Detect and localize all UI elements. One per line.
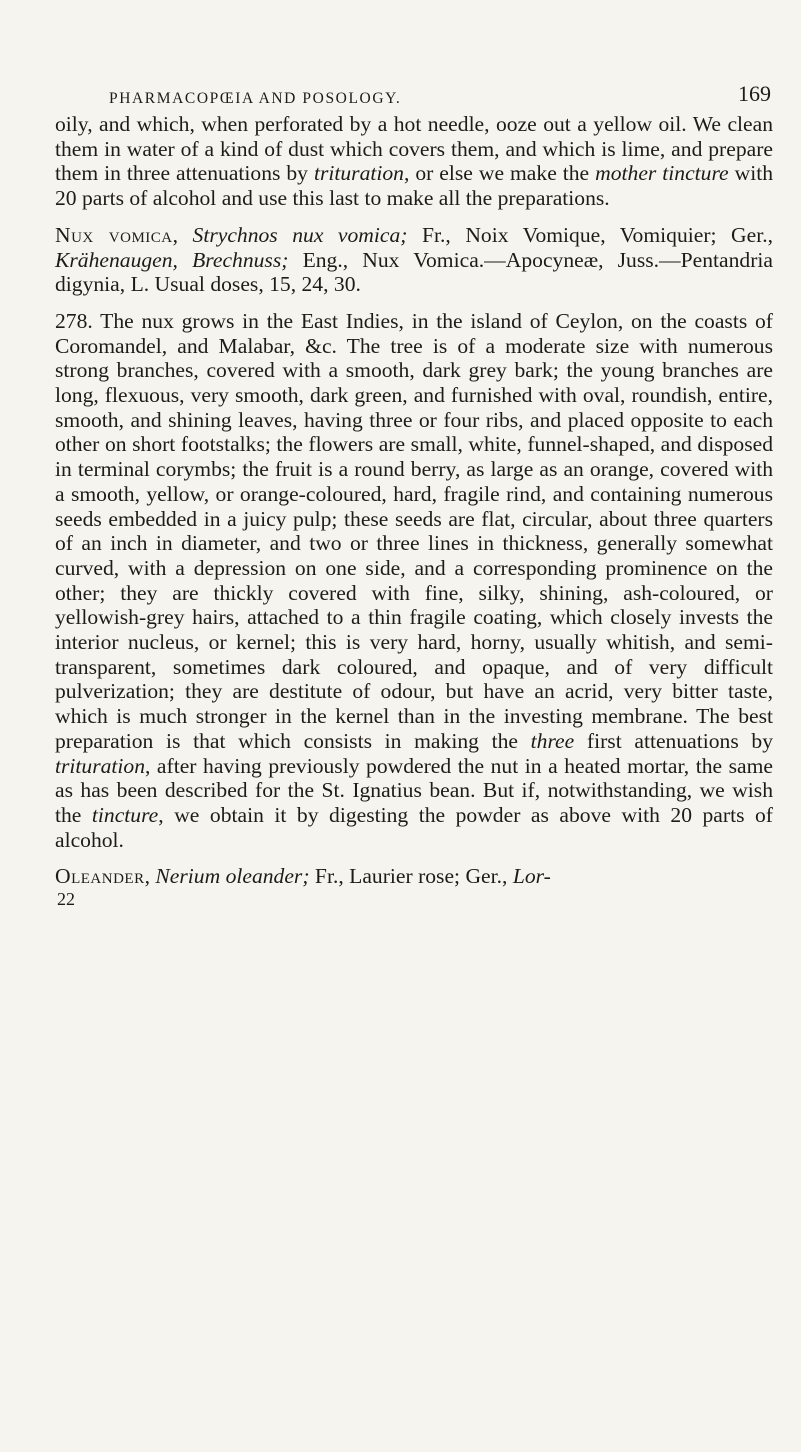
- latin-name-oleander: Nerium oleander;: [155, 864, 310, 889]
- entry-oleander: Oleander, Nerium oleander; Fr., Laurier rose; Ger., Lor-: [55, 864, 551, 889]
- emphasis-trituration: trituration: [313, 161, 404, 186]
- emphasis-mother-tincture: mother tincture: [595, 161, 729, 186]
- page-header: [55, 76, 773, 112]
- emphasis-tincture: tincture: [91, 802, 159, 827]
- entry-heading-oleander: Oleander: [55, 864, 145, 889]
- latin-name: Strychnos nux vomica;: [192, 222, 408, 247]
- emphasis-trituration-2: trituration: [55, 753, 145, 778]
- page-number: 169: [738, 81, 771, 106]
- paragraph-mother-tincture: oily, and which, when perforated by a hot needle, ooze out a yellow oil. We clean them in water of a kind of dust which covers them, and which is lime, and prepare them in three attenuations by trituration, or else we make the mother tincture with 20 parts of alcohol and use this last to make all the preparations.: [55, 112, 774, 211]
- entry-nux-vomica: Nux vomica, Strychnos nux vomica; Fr., Noix Vomique, Vomiquier; Ger., Krähenaugen, Brechnuss; Eng., Nux Vomica.—Apocyneæ, Juss.—Pentandria digynia, L. Usual doses, 15, 24, 30.: [55, 222, 774, 297]
- signature-mark: 22: [57, 889, 75, 910]
- entry-heading-nux-vomica: Nux vomica: [55, 222, 173, 247]
- emphasis-three: three: [530, 728, 575, 753]
- german-name-oleander: Lor-: [512, 864, 551, 889]
- book-page: [55, 76, 773, 909]
- paragraph-278: 278. The nux grows in the East Indies, in the island of Ceylon, on the coasts of Coromandel, and Malabar, &c. The tree is of a moderate size with numerous strong branches, covered with a smooth, dark grey bark; the young branches are long, flexuous, very smooth, dark green, and furnished with oval, roundish, entire, smooth, and shining leaves, having three or four ribs, and placed opposite to each other on short footstalks; the flowers are small, white, funnel-shaped, and disposed in terminal corymbs; the fruit is a round berry, as large as an orange, covered with a smooth, yellow, or orange-coloured, hard, fragile rind, and containing numerous seeds embedded in a juicy pulp; these seeds are flat, circular, about three quarters of an inch in diameter, and two or three lines in thickness, generally somewhat curved, with a depression on one side, and a corresponding prominence on the other; they are thickly covered with fine, silky, shining, ash-coloured, or yellowish-grey hairs, attached to a thin fragile coating, which closely invests the interior nucleus, or kernel; this is very hard, horny, usually whitish, and semi-transparent, sometimes dark coloured, and opaque, and of very difficult pulverization; they are destitute of odour, but have an acrid, very bitter taste, which is much stronger in the kernel than in the investing membrane. The best preparation is that which consists in making the three first attenuations by trituration, after having previously powdered the nut in a heated mortar, the same as has been described for the St. Ignatius bean. But if, notwithstanding, we wish the tincture, we obtain it by digesting the powder as above with 20 parts of alcohol.: [55, 308, 773, 852]
- running-title: PHARMACOPŒIA AND POSOLOGY.: [109, 90, 402, 107]
- body-text: [55, 112, 773, 909]
- german-name: Krähenaugen, Brechnuss;: [55, 247, 289, 272]
